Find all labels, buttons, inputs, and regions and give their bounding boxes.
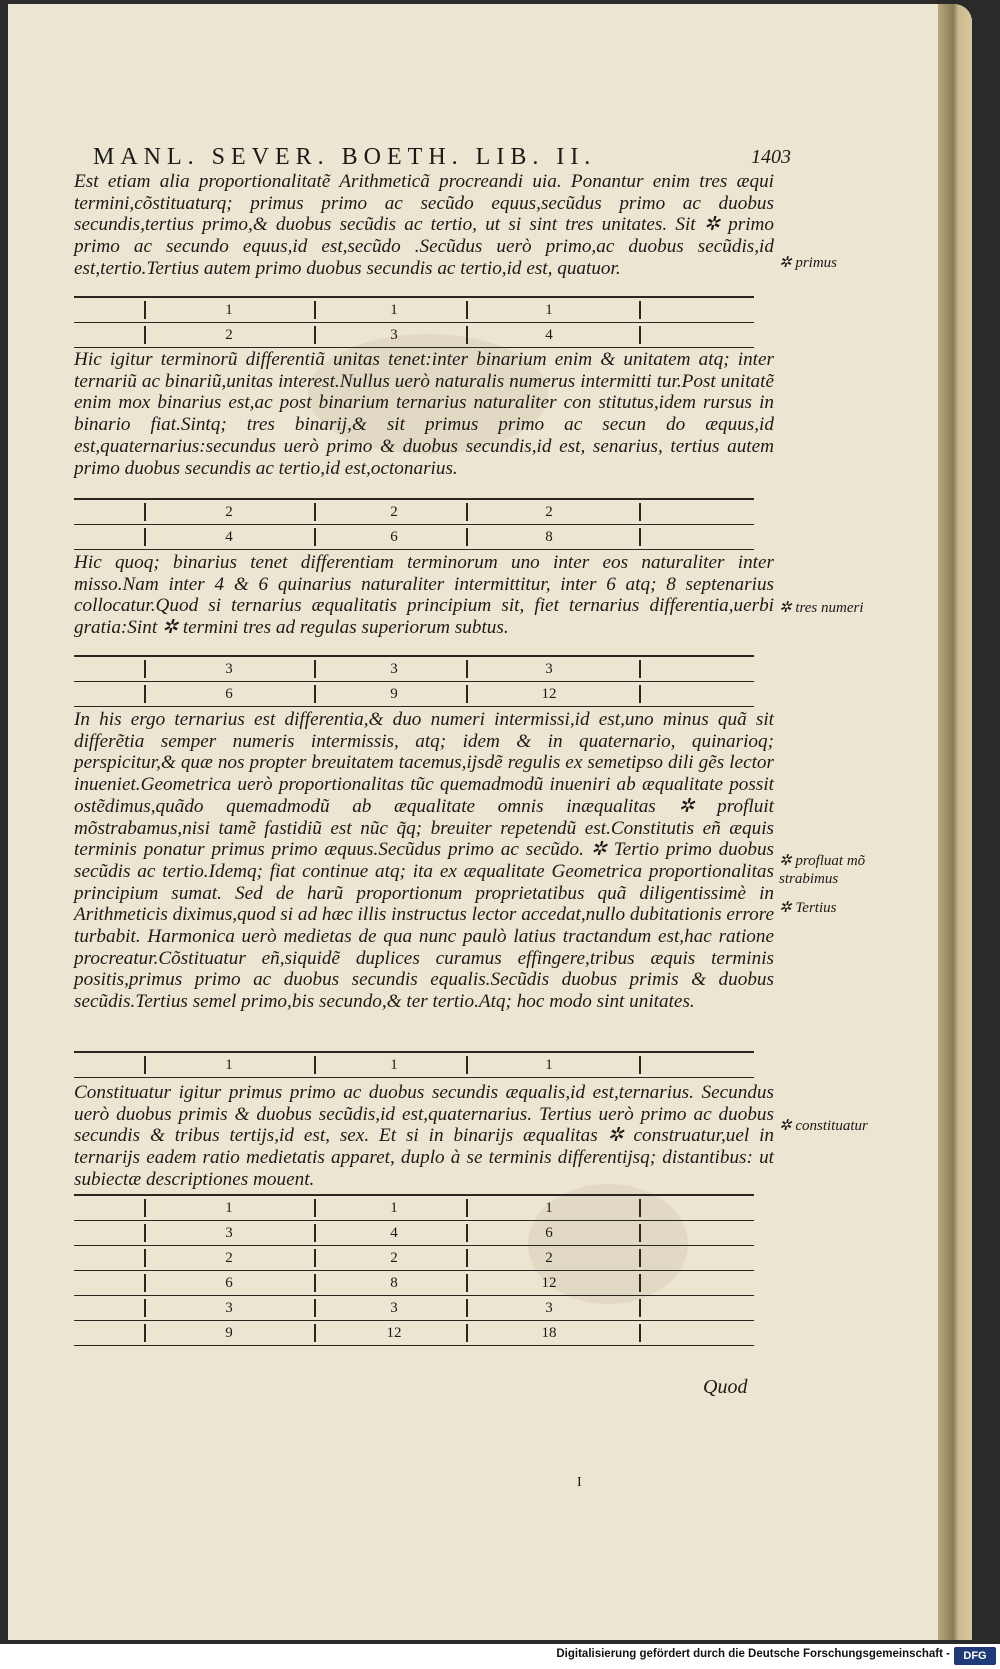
column-rule <box>314 1324 316 1342</box>
book-page <box>8 4 972 1640</box>
column-rule <box>639 1274 641 1292</box>
margin-note-tertius: ✲ Tertius <box>779 900 837 916</box>
column-rule <box>144 1056 146 1074</box>
table-cell: 1 <box>225 302 233 318</box>
column-rule <box>639 660 641 678</box>
proportion-table-1 <box>74 296 754 348</box>
proportion-table-5 <box>74 1194 754 1346</box>
paragraph-3: Hic quoq; binarius tenet differentiam terminorum uno inter eos naturaliter inter misso.Nam inter 4 & 6 quinarius naturaliter intermittitur, inter 6 atq; 8 septenarius collocatur.Quod si ternarius æqualitatis principium sit, fiet ternarius differentia,uerbi gratia:Sint ✲ termini tres ad regulas superiorum subtus. <box>74 552 774 639</box>
column-rule <box>466 528 468 546</box>
column-rule <box>144 1249 146 1267</box>
table-row <box>74 296 754 323</box>
table-cell: 9 <box>390 686 398 702</box>
column-rule <box>466 1274 468 1292</box>
column-rule <box>144 685 146 703</box>
table-cell: 6 <box>390 529 398 545</box>
column-rule <box>314 1299 316 1317</box>
paragraph-2: Hic igitur terminorũ differentiã unitas tenet:inter binarium enim & unitatem atq; inter ternariũ ac binariũ,unitas interest.Nullus uerò naturalis numerus intermitti tur.Post unitatẽ enim mox binarius est,ac post binarium ternarius naturaliter con stitutus,idem rursus in binario fiat.Sintq; tres binarij,& sit primus primo ac secun do æquus,id est,quaternarius:secundus uerò primo & duobus secundis,id est, senarius, tertius autem primo duobus secundis ac tertio,id est,octonarius. <box>74 349 774 479</box>
table-cell: 1 <box>390 1057 398 1073</box>
table-cell: 3 <box>225 661 233 677</box>
table-cell: 2 <box>225 504 233 520</box>
column-rule <box>466 301 468 319</box>
margin-note-constituatur: ✲ constituatur <box>779 1118 868 1134</box>
margin-note-tres-numeri: ✲ tres numeri <box>779 600 864 616</box>
column-rule <box>314 326 316 344</box>
table-row <box>74 1321 754 1346</box>
column-rule <box>144 301 146 319</box>
table-cell: 1 <box>225 1057 233 1073</box>
column-rule <box>466 660 468 678</box>
table-cell: 9 <box>225 1325 233 1341</box>
page-gutter <box>938 4 972 1640</box>
column-rule <box>466 1324 468 1342</box>
table-cell: 2 <box>390 1250 398 1266</box>
proportion-table-2 <box>74 498 754 550</box>
footer-bar <box>0 1644 1000 1669</box>
table-row <box>74 323 754 348</box>
table-cell: 3 <box>390 661 398 677</box>
table-row <box>74 525 754 550</box>
column-rule <box>639 1056 641 1074</box>
column-rule <box>314 1224 316 1242</box>
column-rule <box>144 1224 146 1242</box>
table-cell: 2 <box>225 327 233 343</box>
table-cell: 3 <box>390 1300 398 1316</box>
signature-mark: I <box>577 1475 582 1490</box>
column-rule <box>639 1299 641 1317</box>
margin-note-profluat: ✲ profluat mõ strabimus <box>779 853 866 887</box>
column-rule <box>639 326 641 344</box>
table-cell: 12 <box>541 1275 557 1291</box>
table-cell: 1 <box>545 302 553 318</box>
table-cell: 2 <box>545 1250 553 1266</box>
proportion-table-3 <box>74 655 754 707</box>
column-rule <box>639 1224 641 1242</box>
column-rule <box>466 1199 468 1217</box>
paragraph-1: Est etiam alia proportionalitatẽ Arithmeticã procreandi uia. Ponantur enim tres æqui termini,cõstituaturq; primus primo ac secũdo equus,secũdus primo ac duobus secundis,tertius primo,& duobus secũdis ac tertio, ut si sint tres unitates. Sit ✲ primo primo ac secundo equus,id est,secũdo .Secũdus uerò primo,ac duobus secũdis,id est,tertio.Tertius autem primo duobus secundis ac tertio,id est, quatuor. <box>74 171 774 279</box>
paragraph-4: In his ergo ternarius est differentia,& duo numeri intermissi,id est,uno minus quã sit differẽtia semper numeris intermissis, atq; idem & in quaternario, quinarioq; perspicitur,& quæ nos propter breuitatem tacemus,ijsdẽ regulis ex semetipso dili gẽs lector inueniet.Geometrica uerò proportionalitas tũc quemadmodũ inueniri ab æqualitate possit ostẽdimus,quãdo quemadmodũ ab æqualitate omnis inæqualitas ✲ profluit mõstrabamus,nisi tamẽ fastidiũ est nũc q̃q; breuiter repetendũ est.Constitutis eñ æquis terminis ponatur primus primo æquus.Secũdus primo ac secũdo. ✲ Tertio primo duobus secũdis ac tertio.Idemq; fiat continue atq; ita ex æqualitate Geometrica proportionalitas principium sumat. Sed de harũ proportionum proprietatibus quã diligentissimè in Arithmeticis diximus,quod si ad hæc illis instructus lector accedat,nullo dubitationis errore turbabit. Harmonica uerò medietas de qua nunc paulò latius tractandum est,hac ratione procreatur.Cõstituatur eñ,siquidẽ duplices curamus effingere,tribus æquis terminis positis,primus primo ac duobus secundis equalis.Secũdis duobus primis & duobus secũdis.Tertius semel primo,bis secundo,& ter tertio.Atq; hoc modo sint unitates. <box>74 709 774 1013</box>
table-cell: 8 <box>545 529 553 545</box>
margin-note-primus: ✲ primus <box>779 255 837 271</box>
column-rule <box>144 1199 146 1217</box>
column-rule <box>466 1056 468 1074</box>
table-cell: 12 <box>386 1325 402 1341</box>
column-rule <box>314 528 316 546</box>
column-rule <box>144 528 146 546</box>
column-rule <box>314 660 316 678</box>
column-rule <box>144 326 146 344</box>
column-rule <box>314 1056 316 1074</box>
column-rule <box>639 1324 641 1342</box>
proportion-table-4 <box>74 1051 754 1078</box>
table-row <box>74 655 754 682</box>
table-cell: 3 <box>225 1225 233 1241</box>
column-rule <box>144 1324 146 1342</box>
table-row <box>74 1051 754 1078</box>
table-cell: 6 <box>225 1275 233 1291</box>
column-rule <box>639 503 641 521</box>
table-cell: 8 <box>390 1275 398 1291</box>
column-rule <box>314 1249 316 1267</box>
table-row <box>74 1246 754 1271</box>
column-rule <box>466 1249 468 1267</box>
table-cell: 1 <box>225 1200 233 1216</box>
column-rule <box>314 301 316 319</box>
column-rule <box>144 1299 146 1317</box>
table-cell: 1 <box>545 1057 553 1073</box>
column-rule <box>314 685 316 703</box>
table-cell: 2 <box>390 504 398 520</box>
table-cell: 1 <box>390 302 398 318</box>
table-cell: 6 <box>545 1225 553 1241</box>
running-title: MANL. SEVER. BOETH. LIB. II. <box>93 144 597 170</box>
column-rule <box>466 1299 468 1317</box>
dfg-logo: DFG <box>954 1647 996 1665</box>
table-cell: 1 <box>390 1200 398 1216</box>
column-rule <box>466 326 468 344</box>
table-cell: 18 <box>541 1325 557 1341</box>
table-cell: 3 <box>225 1300 233 1316</box>
catchword: Quod <box>703 1376 748 1398</box>
column-rule <box>639 1199 641 1217</box>
table-cell: 4 <box>225 529 233 545</box>
table-cell: 2 <box>545 504 553 520</box>
column-rule <box>639 528 641 546</box>
column-rule <box>314 503 316 521</box>
table-row <box>74 498 754 525</box>
column-rule <box>466 1224 468 1242</box>
table-row <box>74 1221 754 1246</box>
column-rule <box>314 1199 316 1217</box>
table-cell: 3 <box>545 661 553 677</box>
table-cell: 6 <box>225 686 233 702</box>
table-cell: 1 <box>545 1200 553 1216</box>
column-rule <box>466 503 468 521</box>
column-rule <box>639 301 641 319</box>
column-rule <box>639 685 641 703</box>
table-cell: 3 <box>390 327 398 343</box>
table-row <box>74 682 754 707</box>
table-cell: 3 <box>545 1300 553 1316</box>
table-row <box>74 1271 754 1296</box>
folio-number: 1403 <box>751 146 791 168</box>
table-row <box>74 1296 754 1321</box>
table-row <box>74 1194 754 1221</box>
column-rule <box>314 1274 316 1292</box>
column-rule <box>144 1274 146 1292</box>
table-cell: 4 <box>390 1225 398 1241</box>
table-cell: 4 <box>545 327 553 343</box>
column-rule <box>466 685 468 703</box>
column-rule <box>144 660 146 678</box>
table-cell: 12 <box>541 686 557 702</box>
column-rule <box>144 503 146 521</box>
footer-credit: Digitalisierung gefördert durch die Deutsche Forschungsgemeinschaft - <box>556 1648 950 1660</box>
column-rule <box>639 1249 641 1267</box>
paragraph-5: Constituatur igitur primus primo ac duobus secundis æqualis,id est,ternarius. Secundus uerò duobus primis & duobus secũdis,id est,quaternarius. Tertius uerò primo ac duobus secundis & tribus tertijs,id est, sex. Et si in binarijs æqualitas ✲ construatur,uel in ternarijs eadem ratio medietatis apparet, duplo à se terminis differentijsq; distantibus: ut subiectæ descriptiones mouent. <box>74 1082 774 1190</box>
table-cell: 2 <box>225 1250 233 1266</box>
